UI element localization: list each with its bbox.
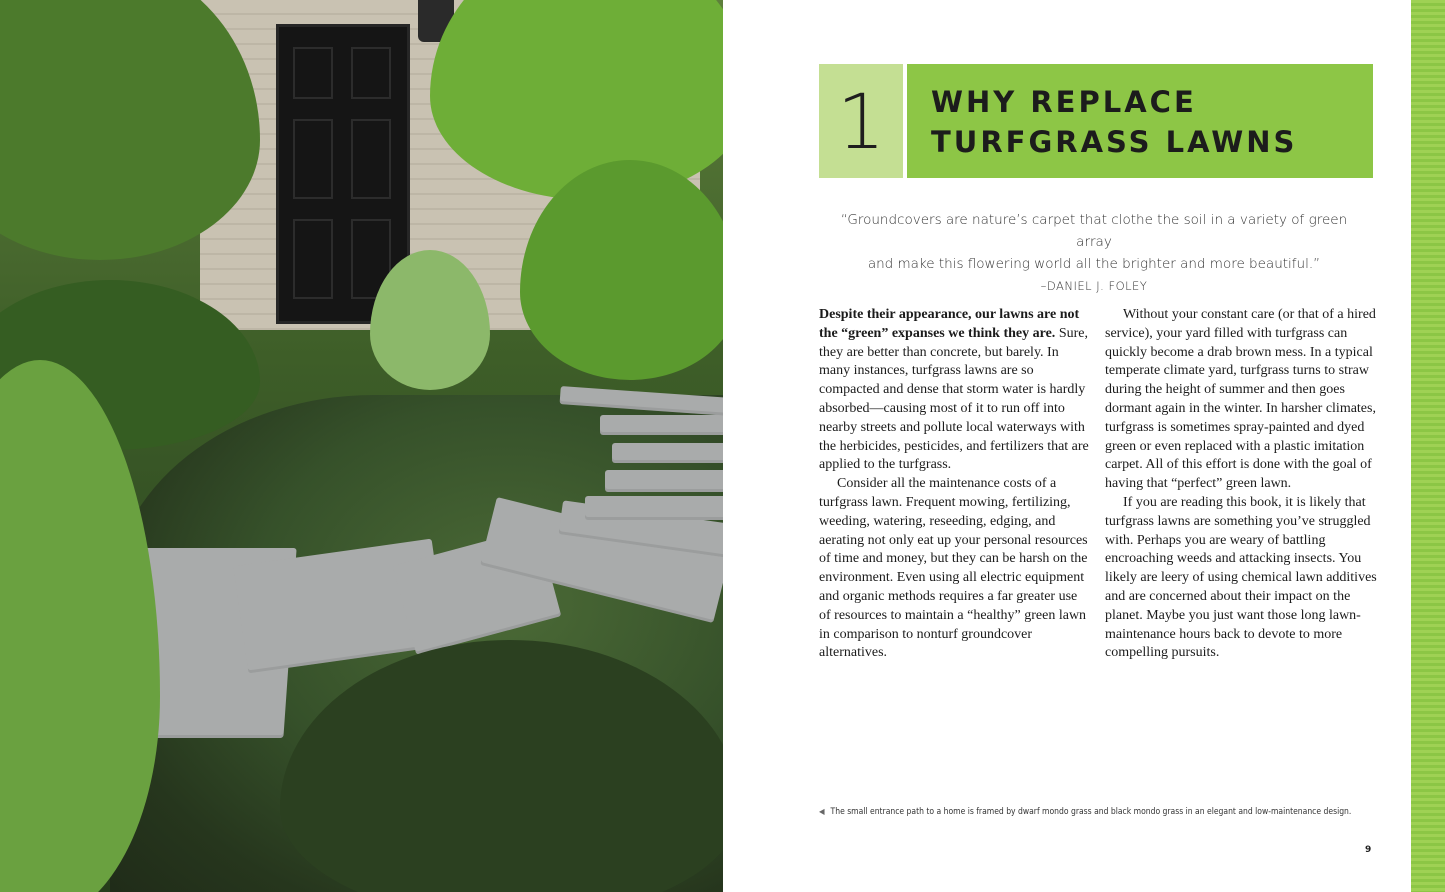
paragraph-text: Sure, they are better than concrete, but barely. In many instances, turfgrass lawns are so compacted and dense that storm water is hardly absorbed—causing most of it to run off into nearby streets and pollute local waterways with the herbicides, pesticides, and fertilizers that are applied to the turfgrass. (819, 325, 1089, 473)
paragraph (819, 306, 1091, 475)
stepping-stone (600, 415, 723, 435)
chapter-title-line-1: WHY REPLACE (931, 85, 1197, 119)
paragraph: If you are reading this book, it is likely that turfgrass lawns are something you’ve struggled with. Perhaps you are weary of battling encroaching weeds and attacking insects. You likely are leery of using chemical lawn additives and are concerned about their impact on the planet. Maybe you just want those long lawn-maintenance hours back to devote to more compelling pursuits. (1105, 494, 1377, 661)
epigraph-attribution: –DANIEL J. FOLEY (1040, 279, 1148, 293)
photo-caption (819, 807, 1379, 817)
chapter-title-line-2: TURFGRASS LAWNS (931, 125, 1298, 159)
chapter-title (931, 82, 1297, 162)
stepping-stone (612, 443, 723, 463)
chapter-title-box (907, 64, 1373, 178)
body-column-right (1105, 306, 1377, 663)
body-column-left (819, 306, 1091, 663)
page-number: 9 (1365, 845, 1372, 855)
caption-text: The small entrance path to a home is framed by dwarf mondo grass and black mondo grass in an elegant and low-maintenance design. (830, 807, 1352, 817)
caption-arrow-icon: ◀ (819, 807, 825, 816)
stepping-stone (585, 496, 723, 520)
chapter-number-box (819, 64, 903, 178)
paragraph: Without your constant care (or that of a hired service), your yard filled with turfgrass can quickly become a drab brown mess. In a typical temperate climate yard, turfgrass turns to straw during the height of summer and then goes dormant again in the winter. In harsher climates, turfgrass is sometimes spray-painted and dyed green or even replaced with a plastic imitation carpet. All of this effort is done with the goal of having that “perfect” green lawn. (1105, 307, 1376, 492)
epigraph-line-1: “Groundcovers are nature’s carpet that clothe the soil in a variety of green array (840, 212, 1348, 250)
chapter-heading (819, 64, 1373, 178)
paragraph: Consider all the maintenance costs of a turfgrass lawn. Frequent mowing, fertilizing, weeding, watering, reseeding, edging, and aerating not only eat up your personal resources of time and money, but they can be harsh on the environment. Even using all electric equipment and organic methods requires a far greater use of resources to maintain a “healthy” green lawn in comparison to nonturf groundcover alternatives. (819, 476, 1088, 661)
stepping-stone (605, 470, 723, 492)
epigraph-line-2: and make this flowering world all the brighter and more beautiful.” (867, 256, 1321, 272)
epigraph (830, 209, 1358, 297)
lead-sentence: Despite their appearance, our lawns are not the “green” expanses we think they are. (819, 307, 1080, 341)
decorative-edge-strip (1411, 0, 1445, 892)
chapter-number: 1 (836, 77, 886, 166)
